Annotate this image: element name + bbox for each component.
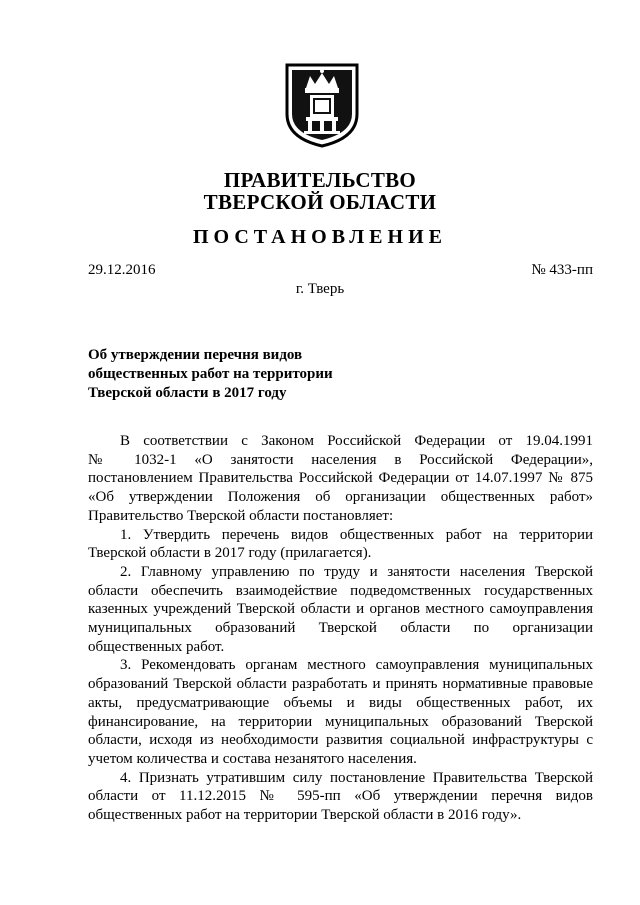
- body-line: № 1032-1 «О занятости населения в Российской Федерации»,: [88, 451, 593, 468]
- intro-paragraph: [88, 432, 593, 526]
- body-line: «Об утверждении Положения об организации общественных работ»: [88, 489, 593, 506]
- body-line: Правительство Тверской области постановляет:: [88, 507, 394, 524]
- body-line: учетом количества и состава незанятого населения.: [88, 750, 417, 767]
- subject-line: Тверской области в 2017 году: [88, 385, 287, 401]
- subject-line: Об утверждении перечня видов: [88, 347, 303, 363]
- tver-coat-of-arms-icon: [284, 62, 360, 148]
- body-line: казенных учреждений Тверской области и органов местного самоуправления: [88, 601, 593, 618]
- document-city: г. Тверь: [295, 281, 345, 297]
- document-number: № 433-пп: [531, 262, 593, 278]
- body-line: общественных работ на территории Тверской области в 2016 году».: [88, 807, 522, 824]
- government-title-line1: ПРАВИТЕЛЬСТВО: [223, 168, 417, 192]
- document-type-heading: ПОСТАНОВЛЕНИЕ: [193, 226, 447, 248]
- body-line: постановлением Правительства Российской Федерации от 14.07.1997 № 875: [88, 470, 593, 487]
- subject-line: общественных работ на территории: [88, 366, 333, 382]
- document-body: [88, 432, 593, 825]
- body-line: акты, предусматривающие объемы и виды общественных работ, их: [88, 694, 593, 711]
- document-subject: [88, 346, 388, 403]
- body-line: образований Тверской области разработать и принять нормативные правовые: [88, 676, 593, 693]
- body-line: В соответствии с Законом Российской Федерации от 19.04.1991: [120, 433, 593, 449]
- document-date: 29.12.2016: [88, 262, 156, 278]
- item-2-paragraph: [88, 563, 593, 657]
- body-line: финансирование, на территории муниципальных образований Тверской: [88, 713, 593, 730]
- body-line: 2. Главному управлению по труду и занятости населения Тверской: [120, 563, 593, 580]
- body-line: области от 11.12.2015 № 595-пп «Об утверждении перечня видов: [88, 788, 593, 805]
- government-title-line2: ТВЕРСКОЙ ОБЛАСТИ: [203, 190, 437, 214]
- body-line: области обеспечить взаимодействие подведомственных государственных: [88, 582, 593, 599]
- body-line: 3. Рекомендовать органам местного самоуправления муниципальных: [120, 657, 593, 674]
- body-line: общественных работ.: [88, 638, 225, 655]
- item-1-paragraph: [88, 526, 593, 563]
- body-line: муниципальных образований Тверской области по организации: [88, 620, 593, 637]
- body-line: Тверской области в 2017 году (прилагается).: [88, 545, 372, 562]
- item-3-paragraph: [88, 656, 593, 768]
- body-line: 4. Признать утратившим силу постановление Правительства Тверской: [120, 769, 593, 786]
- body-line: 1. Утвердить перечень видов общественных работ на территории: [120, 526, 593, 543]
- item-4-paragraph: [88, 769, 593, 825]
- body-line: области, исходя из необходимости развития социальной инфраструктуры с: [88, 732, 593, 749]
